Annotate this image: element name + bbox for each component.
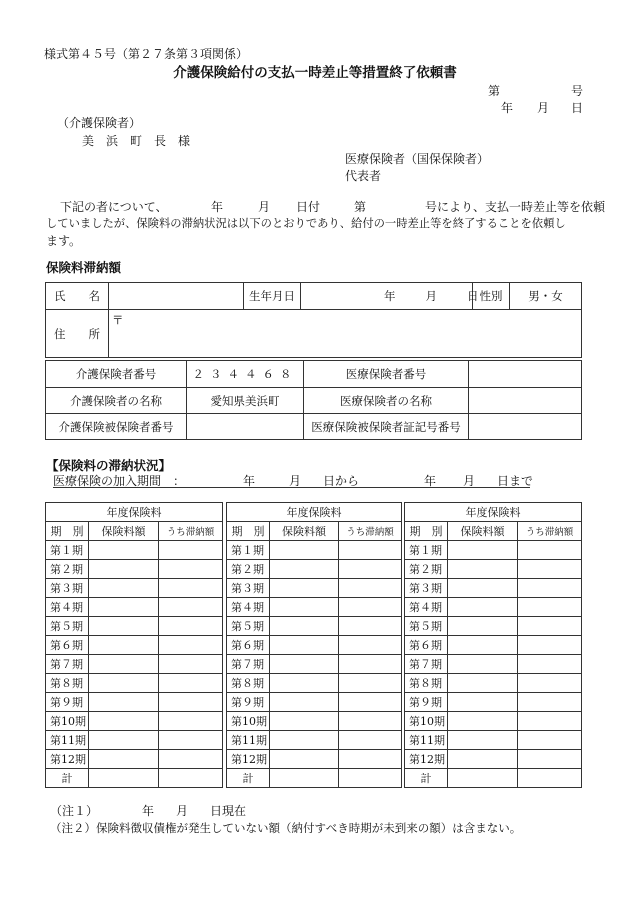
sex-label: 性別	[473, 283, 510, 310]
number-prefix: 第	[488, 84, 501, 98]
fee-arrears-cell[interactable]	[339, 731, 402, 750]
coverage-period-label: 医療保険の加入期間 ：	[53, 474, 186, 488]
fee-arrears-cell[interactable]	[159, 598, 223, 617]
fee-row	[46, 579, 223, 598]
fee-amount-cell[interactable]	[89, 617, 159, 636]
address-field[interactable]	[109, 310, 582, 358]
fee-period-label: 第４期	[46, 598, 89, 617]
fee-row	[46, 674, 223, 693]
birth-label: 生年月日	[244, 283, 301, 310]
note2: （注２）保険料徴収債権が発生していない額（納付すべき時期が未到来の額）は含まない。	[50, 821, 522, 835]
fee-total-arrears[interactable]	[339, 769, 402, 788]
sex-field[interactable]: 男・女	[510, 283, 582, 310]
fee-total-amount[interactable]	[448, 769, 518, 788]
body-line2: していましたが、保険料の滞納状況は以下のとおりであり、給付の一時差止等を終了することを依頼し	[46, 217, 566, 230]
fee-period-label: 第１期	[405, 541, 448, 560]
fee-row	[46, 541, 223, 560]
fee-period-label: 第７期	[46, 655, 89, 674]
note1-rest: 日現在	[210, 804, 247, 818]
fee-arrears-cell[interactable]	[518, 712, 582, 731]
fee-row	[227, 617, 402, 636]
postal-mark: 〒	[112, 313, 124, 327]
fee-arrears-cell[interactable]	[339, 560, 402, 579]
fee-row	[46, 655, 223, 674]
fee-period-label: 第５期	[46, 617, 89, 636]
fee-arrears-cell[interactable]	[339, 655, 402, 674]
fee-period-label: 第３期	[405, 579, 448, 598]
fee-arrears-cell[interactable]	[159, 674, 223, 693]
fee-period-label: 第３期	[46, 579, 89, 598]
fee-total-amount[interactable]	[270, 769, 339, 788]
date-month: 月	[537, 101, 550, 115]
fee-arrears-cell[interactable]	[518, 560, 582, 579]
fee-year-header[interactable]: 年度保険料	[405, 503, 582, 522]
fee-amount-cell[interactable]	[89, 750, 159, 769]
coverage-year1: 年	[243, 474, 256, 488]
fee-period-label: 第10期	[405, 712, 448, 731]
addressee-label: （介護保険者）	[57, 116, 142, 130]
body-no: 第	[354, 200, 367, 214]
fee-arrears-cell[interactable]	[339, 750, 402, 769]
fee-period-label: 第６期	[227, 636, 270, 655]
birth-day-label: 日	[467, 289, 479, 303]
fee-amount-cell[interactable]	[270, 636, 339, 655]
birth-year-label: 年	[384, 289, 396, 303]
fee-period-label: 第７期	[405, 655, 448, 674]
fee-arrears-cell[interactable]	[518, 750, 582, 769]
fee-row	[227, 712, 402, 731]
fee-arrears-cell[interactable]	[339, 598, 402, 617]
insurer-no-value: ２３４４６８	[187, 361, 304, 388]
fee-row	[227, 598, 402, 617]
number-suffix: 号	[571, 84, 584, 98]
fee-period-label: 第２期	[405, 560, 448, 579]
fee-period-label: 第９期	[405, 693, 448, 712]
fee-arrears-cell[interactable]	[518, 693, 582, 712]
fee-total-label: 計	[405, 769, 448, 788]
fee-arrears-cell[interactable]	[159, 560, 223, 579]
coverage-year2: 年	[424, 474, 437, 488]
fee-row	[227, 693, 402, 712]
fee-amount-cell[interactable]	[270, 731, 339, 750]
fee-period-label: 第10期	[227, 712, 270, 731]
fee-row	[46, 617, 223, 636]
coverage-from: 日から	[323, 474, 360, 488]
fee-amount-cell[interactable]	[89, 693, 159, 712]
body-month: 月	[258, 200, 271, 214]
medical-card-label: 医療保険被保険者証記号番号	[304, 414, 469, 440]
fee-period-label: 第１期	[46, 541, 89, 560]
fee-period-label: 第10期	[46, 712, 89, 731]
section-arrears-title: 保険料滞納額	[46, 260, 122, 275]
fee-col-amount: 保険料額	[270, 522, 339, 541]
fee-period-label: 第９期	[227, 693, 270, 712]
fee-amount-cell[interactable]	[89, 541, 159, 560]
fee-arrears-cell[interactable]	[518, 655, 582, 674]
birth-month-label: 月	[425, 289, 437, 303]
fee-period-label: 第５期	[227, 617, 270, 636]
date-day: 日	[571, 101, 584, 115]
fee-col-arrears: うち滞納額	[339, 522, 402, 541]
date-year: 年	[501, 101, 514, 115]
body-line3: ます。	[46, 234, 82, 248]
fee-table-3	[404, 502, 582, 788]
fee-row	[405, 655, 582, 674]
fee-amount-cell[interactable]	[448, 712, 518, 731]
fee-arrears-cell[interactable]	[159, 617, 223, 636]
fee-arrears-cell[interactable]	[159, 541, 223, 560]
fee-row	[227, 579, 402, 598]
fee-year-header[interactable]: 年度保険料	[46, 503, 223, 522]
body-line1-start: 下記の者について、	[60, 200, 168, 214]
fee-amount-cell[interactable]	[89, 598, 159, 617]
fee-amount-cell[interactable]	[270, 598, 339, 617]
fee-row	[405, 750, 582, 769]
fee-amount-cell[interactable]	[270, 655, 339, 674]
form-number: 様式第４５号（第２７条第３項関係）	[44, 47, 249, 61]
fee-amount-cell[interactable]	[89, 712, 159, 731]
fee-row	[227, 674, 402, 693]
fee-period-label: 第８期	[405, 674, 448, 693]
insured-no-label: 介護保険被保険者番号	[46, 414, 187, 440]
fee-row	[46, 560, 223, 579]
fee-amount-cell[interactable]	[448, 655, 518, 674]
fee-amount-cell[interactable]	[448, 579, 518, 598]
medical-insurer-name-label: 医療保険者の名称	[304, 388, 469, 414]
fee-period-label: 第６期	[405, 636, 448, 655]
fee-arrears-cell[interactable]	[159, 636, 223, 655]
fee-row	[46, 598, 223, 617]
fee-amount-cell[interactable]	[448, 693, 518, 712]
fee-col-arrears: うち滞納額	[159, 522, 223, 541]
fee-col-amount: 保険料額	[448, 522, 518, 541]
fee-period-label: 第９期	[46, 693, 89, 712]
fee-row	[46, 750, 223, 769]
fee-period-label: 第１期	[227, 541, 270, 560]
fee-arrears-cell[interactable]	[518, 636, 582, 655]
fee-arrears-cell[interactable]	[518, 579, 582, 598]
fee-amount-cell[interactable]	[89, 560, 159, 579]
fee-amount-cell[interactable]	[448, 560, 518, 579]
insurer-name-label: 介護保険者の名称	[46, 388, 187, 414]
fee-amount-cell[interactable]	[270, 560, 339, 579]
fee-arrears-cell[interactable]	[339, 579, 402, 598]
sender-insurer: 医療保険者（国保保険者）	[345, 152, 490, 166]
fee-amount-cell[interactable]	[270, 579, 339, 598]
fee-total-arrears[interactable]	[518, 769, 582, 788]
fee-total-label: 計	[46, 769, 89, 788]
fee-row	[405, 560, 582, 579]
fee-arrears-cell[interactable]	[339, 674, 402, 693]
fee-table-2	[226, 502, 402, 788]
fee-table-1	[45, 502, 223, 788]
fee-arrears-cell[interactable]	[339, 712, 402, 731]
fee-row	[227, 636, 402, 655]
fee-period-label: 第７期	[227, 655, 270, 674]
fee-row	[405, 617, 582, 636]
fee-arrears-cell[interactable]	[339, 617, 402, 636]
fee-arrears-cell[interactable]	[339, 693, 402, 712]
fee-arrears-cell[interactable]	[159, 655, 223, 674]
fee-col-amount: 保険料額	[89, 522, 159, 541]
note1-label: （注１）	[50, 804, 99, 818]
fee-row	[405, 579, 582, 598]
fee-amount-cell[interactable]	[448, 731, 518, 750]
insurer-name-value: 愛知県美浜町	[187, 388, 304, 414]
fee-arrears-cell[interactable]	[159, 750, 223, 769]
fee-row	[46, 712, 223, 731]
coverage-month1: 月	[289, 474, 302, 488]
fee-period-label: 第２期	[227, 560, 270, 579]
fee-amount-cell[interactable]	[89, 636, 159, 655]
fee-amount-cell[interactable]	[89, 579, 159, 598]
fee-amount-cell[interactable]	[448, 541, 518, 560]
fee-row	[46, 636, 223, 655]
fee-period-label: 第４期	[405, 598, 448, 617]
fee-row	[227, 541, 402, 560]
section-status-title: 【保険料の滞納状況】	[46, 458, 172, 473]
fee-row	[227, 560, 402, 579]
fee-period-label: 第11期	[227, 731, 270, 750]
fee-row	[227, 750, 402, 769]
body-line1-end: 号により、支払一時差止等を依頼	[425, 200, 606, 214]
body-year: 年	[211, 200, 224, 214]
fee-period-label: 第11期	[46, 731, 89, 750]
fee-col-arrears: うち滞納額	[518, 522, 582, 541]
fee-period-label: 第11期	[405, 731, 448, 750]
fee-arrears-cell[interactable]	[518, 598, 582, 617]
fee-arrears-cell[interactable]	[159, 731, 223, 750]
fee-amount-cell[interactable]	[448, 750, 518, 769]
fee-arrears-cell[interactable]	[339, 541, 402, 560]
fee-amount-cell[interactable]	[270, 693, 339, 712]
fee-period-label: 第12期	[405, 750, 448, 769]
fee-row	[405, 541, 582, 560]
insurer-table	[45, 360, 582, 440]
coverage-period	[53, 472, 534, 488]
fee-amount-cell[interactable]	[448, 674, 518, 693]
fee-period-label: 第８期	[46, 674, 89, 693]
fee-amount-cell[interactable]	[448, 598, 518, 617]
fee-col-period: 期 別	[405, 522, 448, 541]
fee-row	[227, 655, 402, 674]
address-label: 住 所	[46, 310, 109, 358]
fee-amount-cell[interactable]	[270, 750, 339, 769]
fee-total-arrears[interactable]	[159, 769, 223, 788]
name-field[interactable]	[109, 283, 244, 310]
fee-period-label: 第12期	[227, 750, 270, 769]
fee-period-label: 第３期	[227, 579, 270, 598]
fee-row	[405, 731, 582, 750]
fee-arrears-cell[interactable]	[518, 731, 582, 750]
sender-representative: 代表者	[345, 169, 382, 183]
document-title: 介護保険給付の支払一時差止等措置終了依頼書	[173, 65, 457, 81]
fee-row	[405, 693, 582, 712]
fee-arrears-cell[interactable]	[518, 674, 582, 693]
fee-amount-cell[interactable]	[270, 541, 339, 560]
fee-period-label: 第８期	[227, 674, 270, 693]
fee-row	[405, 598, 582, 617]
fee-period-label: 第12期	[46, 750, 89, 769]
fee-col-period: 期 別	[227, 522, 270, 541]
note1-month: 月	[176, 804, 189, 818]
fee-row	[405, 636, 582, 655]
birth-field[interactable]	[301, 283, 479, 310]
fee-arrears-cell[interactable]	[159, 712, 223, 731]
fee-col-period: 期 別	[46, 522, 89, 541]
medical-insurer-no-field[interactable]	[469, 361, 582, 388]
fee-period-label: 第６期	[46, 636, 89, 655]
fee-amount-cell[interactable]	[270, 674, 339, 693]
medical-card-field[interactable]	[469, 414, 582, 440]
fee-amount-cell[interactable]	[270, 617, 339, 636]
fee-amount-cell[interactable]	[448, 636, 518, 655]
fee-row	[46, 731, 223, 750]
note1	[50, 802, 247, 819]
coverage-to: 日まで	[497, 474, 534, 488]
fee-total-amount[interactable]	[89, 769, 159, 788]
name-label: 氏 名	[46, 283, 109, 310]
fee-total-label: 計	[227, 769, 270, 788]
fee-amount-cell[interactable]	[448, 617, 518, 636]
medical-insurer-no-label: 医療保険者番号	[304, 361, 469, 388]
addressee-name: 美 浜 町 長 様	[82, 134, 191, 148]
fee-period-label: 第５期	[405, 617, 448, 636]
fee-arrears-cell[interactable]	[518, 541, 582, 560]
fee-amount-cell[interactable]	[89, 731, 159, 750]
insurer-no-label: 介護保険者番号	[46, 361, 187, 388]
fee-period-label: 第４期	[227, 598, 270, 617]
medical-insurer-name-field[interactable]	[469, 388, 582, 414]
person-table	[45, 282, 582, 358]
fee-arrears-cell[interactable]	[159, 579, 223, 598]
fee-row	[405, 712, 582, 731]
fee-amount-cell[interactable]	[89, 655, 159, 674]
body-day: 日付	[296, 200, 321, 214]
fee-amount-cell[interactable]	[89, 674, 159, 693]
fee-row	[405, 674, 582, 693]
coverage-month2: 月	[463, 474, 476, 488]
fee-year-header[interactable]: 年度保険料	[227, 503, 402, 522]
fee-arrears-cell[interactable]	[518, 617, 582, 636]
insured-no-field[interactable]	[187, 414, 304, 440]
note1-year: 年	[142, 804, 155, 818]
fee-arrears-cell[interactable]	[159, 693, 223, 712]
fee-period-label: 第２期	[46, 560, 89, 579]
fee-row	[227, 731, 402, 750]
fee-row	[46, 693, 223, 712]
fee-arrears-cell[interactable]	[339, 636, 402, 655]
fee-amount-cell[interactable]	[270, 712, 339, 731]
